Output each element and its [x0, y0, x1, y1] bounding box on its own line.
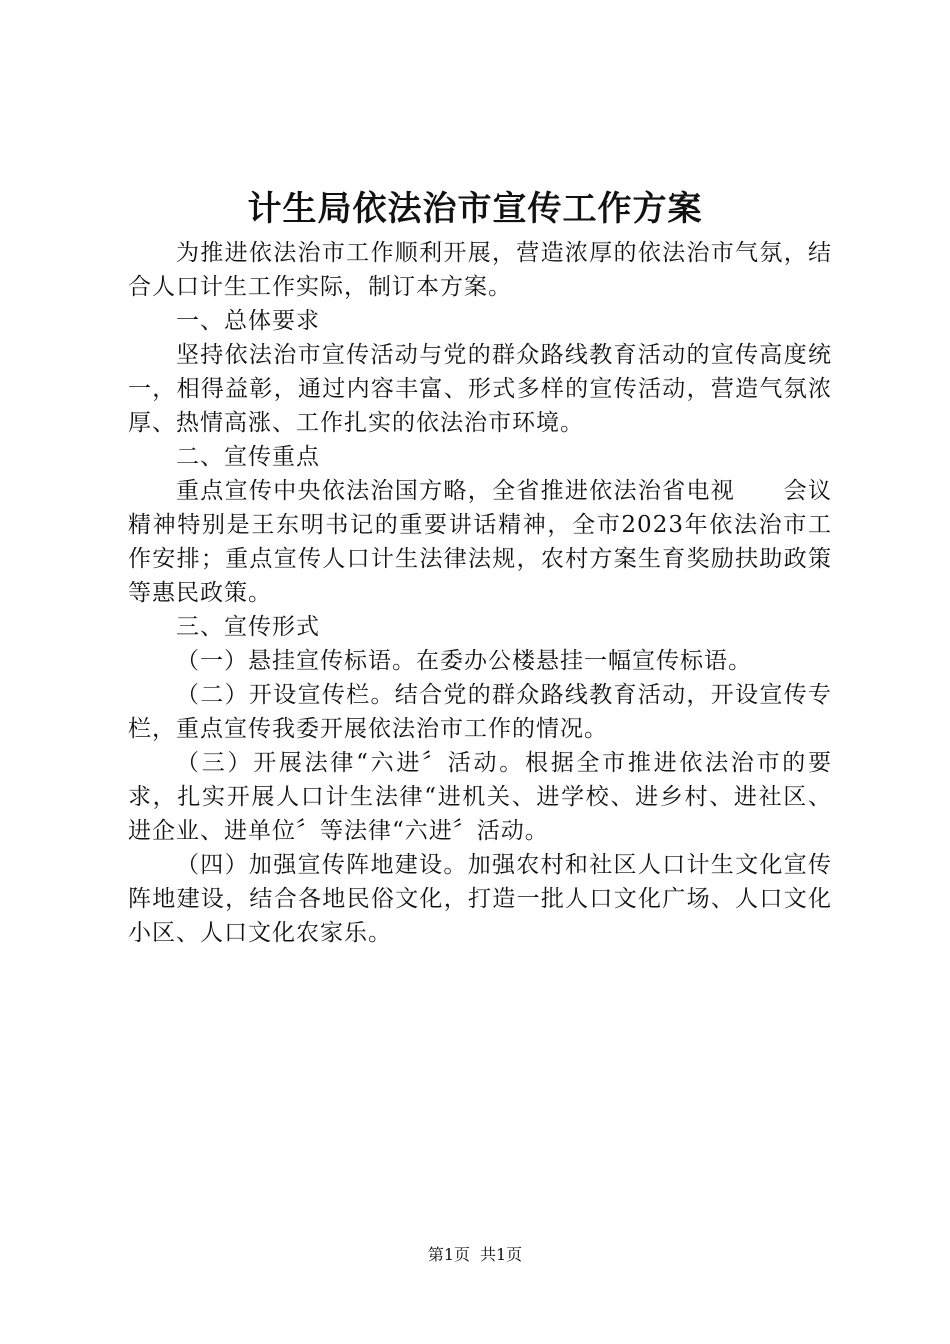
- focus-paragraph: 重点宣传中央依法治国方略，全省推进依法治省电视 会议精神特别是王东明书记的重要讲话精神，全市2023年依法治市工作安排；重点宣传人口计生法律法规，农村方案生育奖励扶助政策等惠民政策。: [128, 478, 832, 606]
- form-item-3: （三）开展法律“六进〞活动。根据全市推进依法治市的要求，扎实开展人口计生法律“进机关、进学校、进乡村、进社区、进企业、进单位〞等法律“六进〞活动。: [128, 750, 832, 844]
- form-item-1: （一）悬挂宣传标语。在委办公楼悬挂一幅宣传标语。: [176, 648, 752, 674]
- section-heading-focus: 二、宣传重点: [176, 444, 320, 470]
- form-item-4: （四）加强宣传阵地建设。加强农村和社区人口计生文化宣传阵地建设，结合各地民俗文化，打造一批人口文化广场、人口文化小区、人口文化农家乐。: [128, 852, 832, 946]
- section-heading-overall: 一、总体要求: [176, 308, 320, 334]
- overall-paragraph: 坚持依法治市宣传活动与党的群众路线教育活动的宣传高度统一，相得益彰，通过内容丰富、形式多样的宣传活动，营造气氛浓厚、热情高涨、工作扎实的依法治市环境。: [128, 342, 832, 436]
- section-heading-forms: 三、宣传形式: [176, 614, 320, 640]
- page-number: 第1页: [427, 1245, 470, 1264]
- intro-paragraph: 为推进依法治市工作顺利开展，营造浓厚的依法治市气氛，结合人口计生工作实际，制订本方案。: [128, 240, 832, 300]
- page-total: 共1页: [480, 1245, 523, 1264]
- form-item-2: （二）开设宣传栏。结合党的群众路线教育活动，开设宣传专栏，重点宣传我委开展依法治市工作的情况。: [128, 682, 832, 742]
- document-title: 计生局依法治市宣传工作方案: [247, 189, 703, 229]
- page-footer: [0, 1244, 950, 1266]
- document-body: [128, 236, 832, 950]
